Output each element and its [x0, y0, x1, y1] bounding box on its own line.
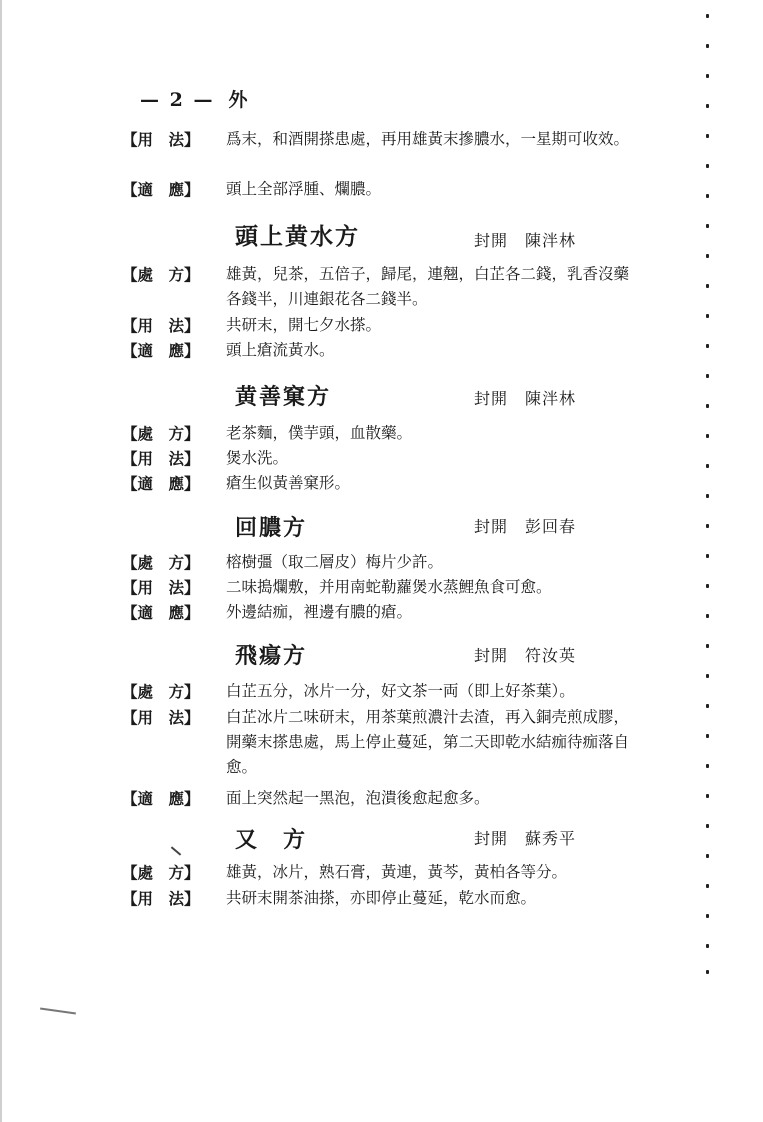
- binding-dot: [706, 734, 709, 738]
- label-shiying: 【適 應】: [122, 180, 200, 199]
- binding-dot: [706, 224, 709, 228]
- binding-dots: [706, 0, 712, 1122]
- chufang-text: 老茶麵，僕芋頭，血散藥。: [226, 424, 413, 442]
- binding-dot: [706, 14, 709, 18]
- category-title: 外: [228, 89, 250, 111]
- scan-mark: [171, 846, 181, 855]
- binding-dot: [706, 970, 709, 974]
- binding-dot: [706, 884, 709, 888]
- binding-dot: [706, 914, 709, 918]
- binding-dot: [706, 284, 709, 288]
- yongfa-row: [122, 575, 642, 600]
- binding-dot: [706, 44, 709, 48]
- page-header: [140, 85, 249, 112]
- yongfa-text: 煲水洗。: [226, 449, 289, 467]
- binding-dot: [706, 524, 709, 528]
- yongfa-row: [122, 705, 642, 780]
- binding-dot: [706, 134, 709, 138]
- chufang-row: [122, 262, 642, 312]
- chufang-row: [122, 860, 642, 885]
- shiying-text: 面上突然起一黑泡，泡潰後愈起愈多。: [226, 789, 490, 807]
- binding-dot: [706, 854, 709, 858]
- binding-dot: [706, 404, 709, 408]
- binding-dot: [706, 824, 709, 828]
- binding-dot: [706, 74, 709, 78]
- label-yongfa: 【用 法】: [122, 449, 200, 468]
- binding-dot: [706, 554, 709, 558]
- shiying-row: [122, 338, 642, 363]
- shiying-row: [122, 786, 642, 811]
- label-yongfa: 【用 法】: [122, 130, 200, 149]
- label-chufang: 【處 方】: [122, 553, 200, 572]
- chufang-text: 榕樹彊（取二層皮）梅片少許。: [226, 553, 444, 571]
- section-author: 封開 彭回春: [474, 517, 577, 536]
- shiying-text: 頭上瘡流黃水。: [226, 341, 335, 359]
- yongfa-text: 二味搗爛敷，并用南蛇勒蘿煲水蒸鯉魚食可愈。: [226, 578, 552, 596]
- binding-dot: [706, 434, 709, 438]
- yongfa-row: [122, 886, 642, 911]
- binding-dot: [706, 494, 709, 498]
- binding-dot: [706, 164, 709, 168]
- section-title: 黄善窠方: [235, 384, 332, 410]
- yongfa-text: 共研末開茶油搽，亦即停止蔓延，乾水而愈。: [226, 889, 537, 907]
- shiying-text: 外邊結痂，裡邊有膿的瘡。: [226, 603, 413, 621]
- binding-dot: [706, 254, 709, 258]
- scan-mark: [40, 1008, 76, 1015]
- intro-yongfa-text: 爲末，和酒開搽患處，再用雄黃末摻膿水，一星期可收效。: [226, 130, 630, 148]
- chufang-text: 雄黃，冰片，熟石膏，黃連，黃芩，黃柏各等分。: [226, 863, 568, 881]
- section-author: 封開 蘇秀平: [474, 829, 577, 848]
- yongfa-row: [122, 446, 642, 471]
- label-chufang: 【處 方】: [122, 424, 200, 443]
- binding-dot: [706, 704, 709, 708]
- section-author: 封開 符汝英: [474, 646, 577, 665]
- label-chufang: 【處 方】: [122, 863, 200, 882]
- label-chufang: 【處 方】: [122, 265, 200, 284]
- shiying-row: [122, 471, 642, 496]
- yongfa-text: 共研末，開七夕水搽。: [226, 316, 382, 334]
- section-title: 回膿方: [235, 515, 308, 541]
- binding-dot: [706, 944, 709, 948]
- intro-shiying-row: [122, 177, 642, 202]
- yongfa-text: 白芷冰片二味研末，用茶葉煎濃汁去渣，再入銅壳煎成膠，開藥末搽患處，馬上停止蔓延，第二天即乾水結痂待痂落自愈。: [226, 708, 630, 776]
- binding-dot: [706, 314, 709, 318]
- page-left-edge: [0, 0, 2, 1122]
- binding-dot: [706, 794, 709, 798]
- chufang-text: 雄黃，兒茶，五倍子，歸尾，連翹，白芷各二錢，乳香沒藥各錢半，川連銀花各二錢半。: [226, 265, 630, 308]
- binding-dot: [706, 584, 709, 588]
- section-title: 飛瘍方: [235, 643, 308, 669]
- section-author: 封開 陳泮林: [474, 389, 577, 408]
- binding-dot: [706, 674, 709, 678]
- binding-dot: [706, 344, 709, 348]
- binding-dot: [706, 614, 709, 618]
- label-yongfa: 【用 法】: [122, 708, 200, 727]
- label-yongfa: 【用 法】: [122, 889, 200, 908]
- shiying-row: [122, 600, 642, 625]
- binding-dot: [706, 104, 709, 108]
- label-chufang: 【處 方】: [122, 682, 200, 701]
- binding-dot: [706, 374, 709, 378]
- label-yongfa: 【用 法】: [122, 316, 200, 335]
- intro-yongfa-row: [122, 127, 642, 152]
- section-title: 又 方: [235, 827, 308, 853]
- label-shiying: 【適 應】: [122, 789, 200, 808]
- shiying-text: 瘡生似黃善窠形。: [226, 474, 351, 492]
- binding-dot: [706, 194, 709, 198]
- chufang-text: 白芷五分，冰片一分，好文茶一両（即上好茶葉）。: [226, 682, 575, 700]
- label-shiying: 【適 應】: [122, 474, 200, 493]
- binding-dot: [706, 464, 709, 468]
- label-yongfa: 【用 法】: [122, 578, 200, 597]
- binding-dot: [706, 644, 709, 648]
- chufang-row: [122, 679, 642, 704]
- chufang-row: [122, 550, 642, 575]
- yongfa-row: [122, 313, 642, 338]
- section-title: 頭上黄水方: [235, 223, 360, 250]
- page-number: — 2 —: [140, 89, 215, 111]
- intro-shiying-text: 頭上全部浮腫、爛膿。: [226, 180, 382, 198]
- label-shiying: 【適 應】: [122, 603, 200, 622]
- binding-dot: [706, 764, 709, 768]
- chufang-row: [122, 421, 642, 446]
- label-shiying: 【適 應】: [122, 341, 200, 360]
- section-author: 封開 陳泮林: [474, 231, 577, 250]
